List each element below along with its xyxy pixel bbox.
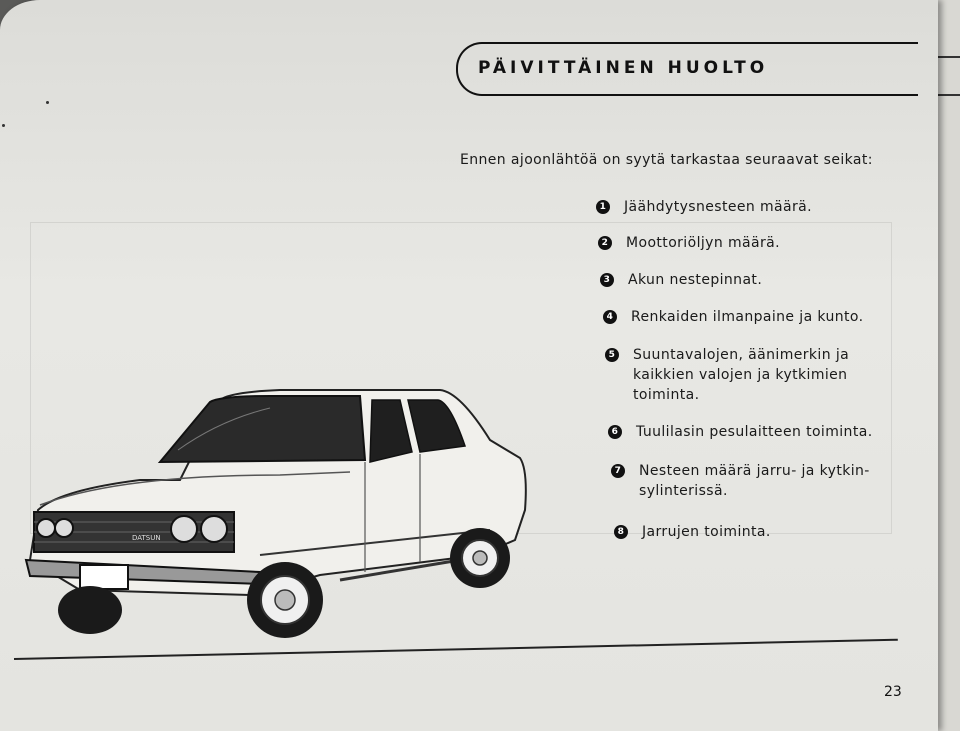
car-badge: DATSUN — [132, 534, 161, 542]
item-number: 1 — [596, 200, 610, 214]
item-number: 4 — [603, 310, 617, 324]
item-number: 3 — [600, 273, 614, 287]
item-text: Jarrujen toiminta. — [642, 524, 771, 540]
paper-speck — [46, 101, 49, 104]
item-text: Renkaiden ilmanpaine ja kunto. — [631, 309, 864, 325]
item-number: 2 — [598, 236, 612, 250]
item-text: Suuntavalojen, äänimerkin ja kaikkien valojen ja kytkimien toiminta. — [633, 347, 850, 403]
item-text: Akun nestepinnat. — [628, 272, 763, 288]
item-text: Jäähdytysnesteen määrä. — [624, 199, 813, 215]
item-text: Moottoriöljyn määrä. — [626, 235, 780, 251]
page-number: 23 — [884, 684, 902, 700]
item-number: 5 — [605, 348, 619, 362]
car-illustration — [20, 380, 540, 660]
item-text: Nesteen määrä jarru- ja kytkin- sylinterissä. — [639, 463, 870, 499]
item-number: 6 — [608, 425, 622, 439]
intro-text: Ennen ajoonlähtöä on syytä tarkastaa seuraavat seikat: — [460, 152, 873, 168]
item-text: Tuulilasin pesulaitteen toiminta. — [636, 424, 873, 440]
page-title: PÄIVITTÄINEN HUOLTO — [478, 58, 769, 78]
paper-speck — [2, 124, 5, 127]
item-number: 8 — [614, 525, 628, 539]
item-number: 7 — [611, 464, 625, 478]
